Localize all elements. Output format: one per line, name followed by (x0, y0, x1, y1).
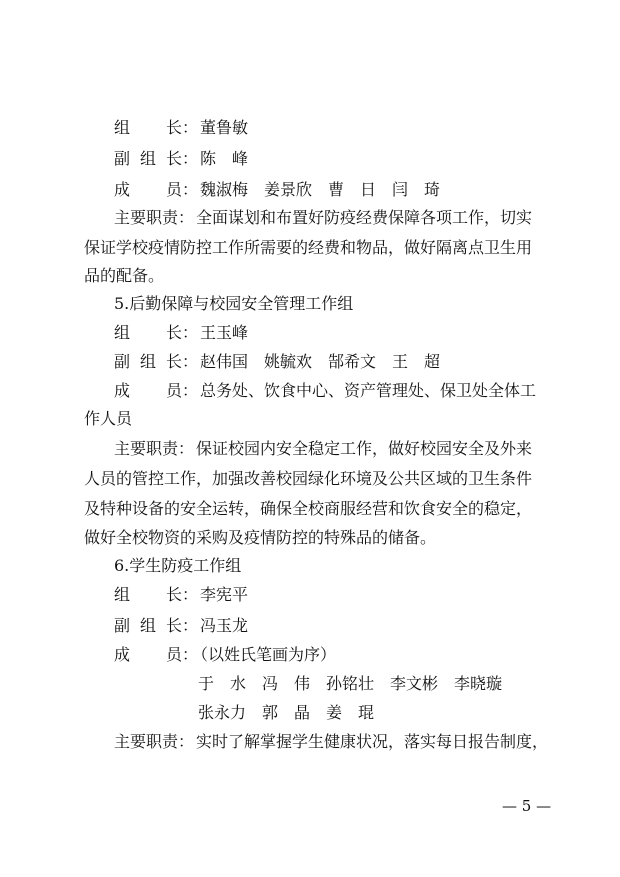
group4-duty-line: 品的配备。 (84, 266, 165, 285)
group5-duty-label: 主要职责 (114, 439, 179, 458)
group5-duty-text: 保证校园内安全稳定工作，做好校园安全及外来 (196, 439, 533, 458)
group5-members: 总务处、饮食中心、资产管理处、保卫处全体工 (200, 381, 537, 400)
group4-deputy-row: 副组长： 陈 峰 (114, 149, 249, 168)
group5-duty-line: 及特种设备的安全运转，确保全校商服经营和饮食安全的稳定， (84, 499, 533, 518)
group4-leader-label: 组 长 (114, 118, 182, 137)
group5-members-label: 成 员 (114, 381, 182, 400)
group5-duty-line: 人员的管控工作，加强改善校园绿化环境及公共区域的卫生条件 (84, 469, 533, 488)
group6-deputy-label: 副组长 (114, 616, 182, 635)
group6-duty-text: 实时了解掌握学生健康状况，落实每日报告制度， (196, 732, 549, 751)
group4-duty-label: 主要职责 (114, 208, 179, 227)
group5-deputy-label: 副组长 (114, 352, 182, 371)
group5-duty-row: 主要职责： 保证校园内安全稳定工作，做好校园安全及外来 (114, 439, 533, 458)
group4-members-row: 成 员： 魏淑梅 姜景欣 曹 日 闫 琦 (114, 180, 441, 199)
group5-duty-line: 做好全校物资的采购及疫情防控的特殊品的储备。 (84, 528, 437, 547)
group4-duty-text: 全面谋划和布置好防疫经费保障各项工作，切实 (196, 208, 533, 227)
group5-heading: 5.后勤保障与校园安全管理工作组 (114, 294, 354, 313)
group5-members-line: 作人员 (84, 409, 133, 428)
group5-members-row: 成 员： 总务处、饮食中心、资产管理处、保卫处全体工 (114, 381, 537, 400)
group4-duty-row: 主要职责： 全面谋划和布置好防疫经费保障各项工作，切实 (114, 208, 533, 227)
group6-leader-row: 组 长： 李宪平 (114, 585, 249, 604)
group5-deputy-row: 副组长： 赵伟国 姚毓欢 郜希文 王 超 (114, 352, 441, 371)
group6-leader-name: 李宪平 (200, 585, 249, 604)
group4-duty-line: 保证学校疫情防控工作所需要的经费和物品，做好隔离点卫生用 (84, 238, 533, 257)
group4-members-label: 成 员 (114, 180, 182, 199)
group6-duty-row: 主要职责： 实时了解掌握学生健康状况，落实每日报告制度， (114, 732, 549, 751)
group6-heading: 6.学生防疫工作组 (114, 556, 242, 575)
group6-members-list: 张永力 郭 晶 姜 琨 (198, 703, 375, 722)
group5-deputy-names: 赵伟国 姚毓欢 郜希文 王 超 (200, 352, 441, 371)
group5-leader-name: 王玉峰 (200, 323, 249, 342)
group4-deputy-label: 副组长 (114, 149, 182, 168)
group4-leader-row: 组 长： 董鲁敏 (114, 118, 249, 137)
group6-members-note: （以姓氏笔画为序） (200, 645, 337, 664)
group6-members-label: 成 员 (114, 645, 182, 664)
group4-members: 魏淑梅 姜景欣 曹 日 闫 琦 (200, 180, 441, 199)
group6-members-list: 于 水 冯 伟 孙铭壮 李文彬 李晓璇 (198, 674, 503, 693)
group6-deputy-row: 副组长： 冯玉龙 (114, 616, 249, 635)
group4-leader-name: 董鲁敏 (200, 118, 249, 137)
group5-leader-row: 组 长： 王玉峰 (114, 323, 249, 342)
group6-deputy-name: 冯玉龙 (200, 616, 249, 635)
group6-members-row: 成 员： （以姓氏笔画为序） (114, 645, 337, 664)
group4-deputy-name: 陈 峰 (200, 149, 249, 168)
group6-duty-label: 主要职责 (114, 732, 179, 751)
group6-leader-label: 组 长 (114, 585, 182, 604)
page-number: — 5 — (502, 797, 552, 815)
group5-leader-label: 组 长 (114, 323, 182, 342)
